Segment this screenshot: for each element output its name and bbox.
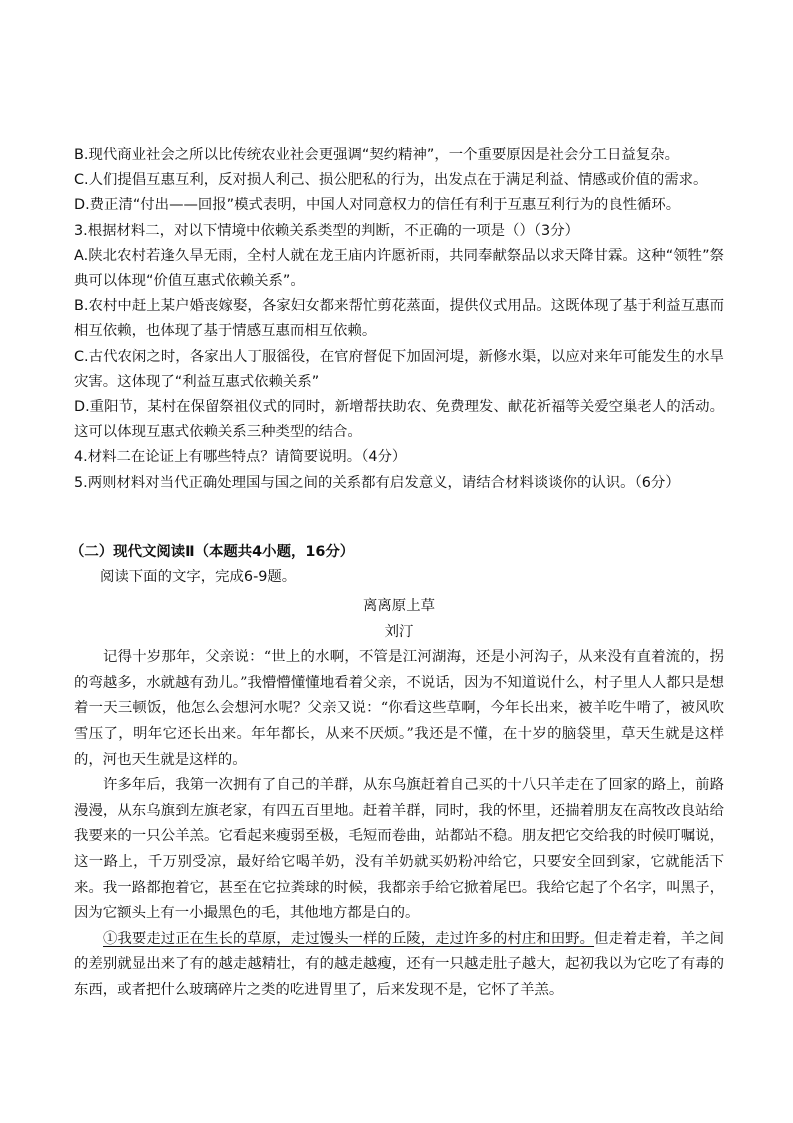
article bbox=[74, 594, 724, 1004]
article-paragraph-3 bbox=[74, 927, 724, 1004]
section-heading: （二）现代文阅读Ⅱ（本题共4小题，16分） bbox=[70, 544, 355, 560]
questions-block bbox=[74, 143, 724, 496]
article-paragraph-3-rest: 但走着走着，羊之间的差别就显出来了有的越走越精壮，有的越走越瘦，还有一只越走肚子越大，起初我以为它吃了有毒的东西，或者把什么玻璃碎片之类的吃进胃里了，后来发现不是，它怀了羊羔。 bbox=[74, 930, 724, 998]
article-author: 刘汀 bbox=[384, 623, 414, 640]
question-5: 5.两则材料对当代正确处理国与国之间的关系都有启发意义，请结合材料谈谈你的认识。（6分） bbox=[74, 474, 680, 491]
underlined-sentence-1: ①我要走过正在生长的草原，走过馒头一样的丘陵，走过许多的村庄和田野。 bbox=[103, 930, 595, 947]
q3-option-b: B.农村中赶上某户婚丧嫁娶，各家妇女都来帮忙剪花蒸面，提供仪式用品。这既体现了基于利益互惠而相互依赖，也体现了基于情感互惠而相互依赖。 bbox=[74, 298, 724, 340]
q2-option-b: B.现代商业社会之所以比传统农业社会更强调“契约精神”，一个重要原因是社会分工日益复杂。 bbox=[74, 147, 679, 163]
question-4: 4.材料二在论证上有哪些特点？请简要说明。（4分） bbox=[74, 449, 407, 466]
q3-option-d: D.重阳节，某村在保留祭祖仪式的同时，新增帮扶助农、免费理发、献花祈福等关爱空巢老人的活动。这可以体现互惠式依赖关系三种类型的结合。 bbox=[74, 399, 724, 441]
q3-stem: 3.根据材料二，对以下情境中依赖关系类型的判断，不正确的一项是（）（3分） bbox=[74, 222, 579, 239]
q2-option-c: C.人们提倡互惠互利，反对损人利己、损公肥私的行为，出发点在于满足利益、情感或价值的需求。 bbox=[74, 172, 708, 189]
q3-option-c: C.古代农闲之时，各家出人丁服徭役，在官府督促下加固河堤，新修水渠，以应对来年可能发生的水旱灾害。这体现了“利益互惠式依赖关系” bbox=[74, 348, 724, 390]
article-paragraph-2: 许多年后，我第一次拥有了自己的羊群，从东乌旗赶着自己买的十八只羊走在了回家的路上，前路漫漫，从东乌旗到左旗老家，有四五百里地。赶着羊群，同时，我的怀里，还揣着朋友在高牧改良站给我要来的一只公羊羔。它看起来瘦弱至极，毛短而卷曲，站都站不稳。朋友把它交给我的时候叮嘱说，这一路上，千万别受凉，最好给它喝羊奶，没有羊奶就买奶粉冲给它，只要安全回到家，它就能活下来。我一路都抱着它，甚至在它拉粪球的时候，我都亲手给它掀着尾巴。我给它起了个名字，叫黑子，因为它额头上有一小撮黑色的毛，其他地方都是白的。 bbox=[74, 777, 724, 922]
section-block bbox=[70, 540, 720, 590]
q2-option-d: D.费正清“付出——回报”模式表明，中国人对同意权力的信任有利于互惠互利行为的良性循环。 bbox=[74, 197, 681, 214]
section-instruction: 阅读下面的文字，完成6-9题。 bbox=[100, 569, 297, 586]
q3-option-a: A.陕北农村若逢久旱无雨，全村人就在龙王庙内许愿祈雨，共同奉献祭品以求天降甘霖。这种“领牲”祭典可以体现“价值互惠式依赖关系”。 bbox=[74, 247, 724, 290]
article-paragraph-1: 记得十岁那年，父亲说：“世上的水啊，不管是江河湖海，还是小河沟子，从来没有直着流的，拐的弯越多，水就越有劲儿。”我懵懵懂懂地看着父亲，不说话，因为不知道说什么，村子里人人都只是想着一天三顿饭，他怎么会想河水呢？父亲又说：“你看这些草啊，今年长出来，被羊吃牛啃了，被风吹雪压了，明年它还长出来。年年都长，从来不厌烦。”我还是不懂，在十岁的脑袋里，草天生就是这样的，河也天生就是这样的。 bbox=[74, 649, 724, 768]
article-title: 离离原上草 bbox=[363, 598, 435, 614]
